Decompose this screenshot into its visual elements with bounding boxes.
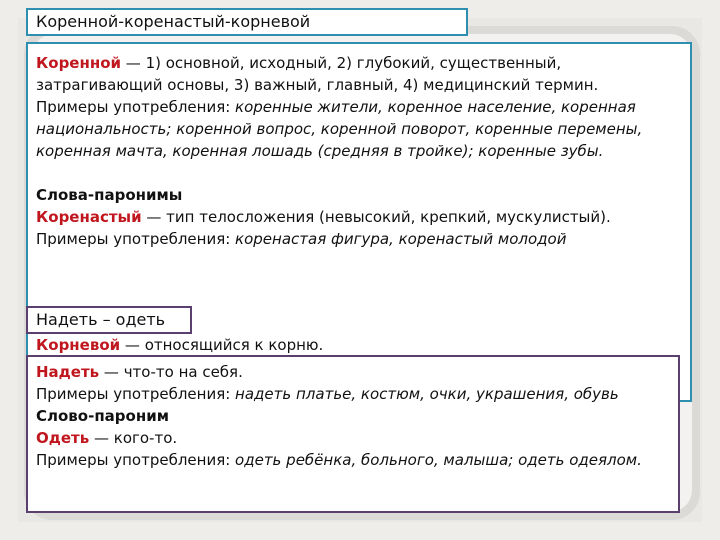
def-korennoy: — 1) основной, исходный, 2) глубокий, существенный, затрагивающий основы, 3) важный, главный, 4) медицинский термин. (36, 54, 599, 94)
def-nadet: — что-то на себя. (99, 363, 243, 381)
examples-label: Примеры употребления: (36, 98, 236, 116)
definition-kornevoy (36, 334, 676, 356)
examples-nadet-text: надеть платье, костюм, очки, украшения, обувь (235, 385, 619, 403)
def-odet: — кого-то. (89, 429, 178, 447)
paronym-heading: Слово-пароним (36, 407, 169, 425)
term-nadet: Надеть (36, 363, 100, 381)
examples-korennoy-text: коренные жители, коренное население, коренная национальность; коренной вопрос, коренной поворот, коренные перемены, коренная мачта, коренная лошадь (средняя в тройке); коренные зубы. (36, 98, 643, 160)
paronyms-heading: Слова-паронимы (36, 186, 183, 204)
term-kornevoy: Корневой (36, 336, 121, 354)
examples-label: Примеры употребления: (36, 385, 236, 403)
examples-korennoy (36, 96, 682, 162)
definition-korennoy (36, 52, 682, 96)
examples-nadet (36, 383, 670, 405)
section-subtitle: Надеть – одеть (26, 306, 192, 334)
def-korenastyy: — тип телосложения (невысокий, крепкий, мускулистый). (141, 208, 611, 226)
examples-korenastyy-text: коренастая фигура, коренастый молодой (235, 230, 567, 248)
examples-label: Примеры употребления: (36, 230, 236, 248)
examples-odet-text: одеть ребёнка, больного, малыша; одеть одеялом. (235, 451, 642, 469)
slide-title: Коренной-коренастый-корневой (26, 8, 468, 36)
examples-odet (36, 449, 670, 471)
definition-nadet (36, 361, 670, 383)
definition-box-nadet (26, 355, 680, 513)
definition-odet (36, 427, 670, 449)
definition-korenastyy (36, 206, 682, 228)
examples-korenastyy (36, 228, 682, 250)
examples-label: Примеры употребления: (36, 451, 236, 469)
term-korennoy: Коренной (36, 54, 122, 72)
term-korenastyy: Коренастый (36, 208, 142, 226)
def-kornevoy: — относящийся к корню. (120, 336, 324, 354)
term-odet: Одеть (36, 429, 90, 447)
